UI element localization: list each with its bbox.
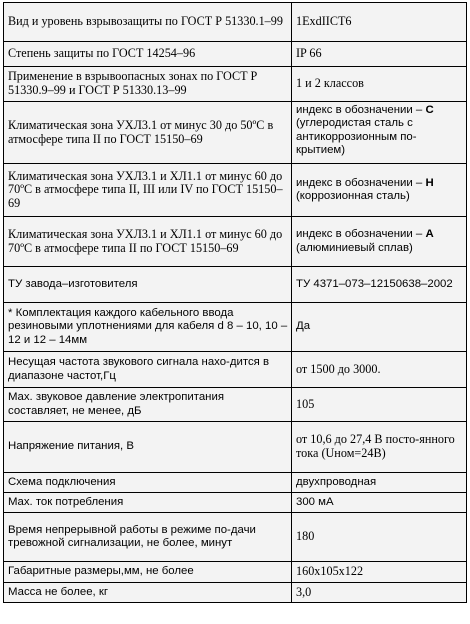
spec-sheet <box>3 2 466 603</box>
table-row <box>4 267 467 303</box>
table-row <box>4 473 467 493</box>
param-cell: Несущая частота звукового сигнала нахо-дится в диапазоне частот,Гц <box>4 352 292 388</box>
material-index: С <box>425 104 434 116</box>
value-cell: двухпроводная <box>292 473 467 493</box>
table-row <box>4 422 467 473</box>
value-cell: от 10,6 до 27,4 В посто-янного тока (Uном=24В) <box>292 422 467 473</box>
param-cell: Вид и уровень взрывозащиты по ГОСТ Р 51330.1–99 <box>4 3 292 42</box>
table-row <box>4 513 467 562</box>
value-cell: 1ExdIICT6 <box>292 3 467 42</box>
param-cell: Напряжение питания, В <box>4 422 292 473</box>
param-cell: Климатическая зона УХЛ3.1 и ХЛ1.1 от минус 60 до 70ºС в атмосфере типа II, III или IV по ГОСТ 15150–69 <box>4 164 292 217</box>
table-row <box>4 562 467 583</box>
param-cell: Схема подключения <box>4 473 292 493</box>
param-cell: Габаритные размеры,мм, не более <box>4 562 292 583</box>
table-row <box>4 583 467 603</box>
param-cell: Степень защиты по ГОСТ 14254–96 <box>4 42 292 67</box>
table-row <box>4 303 467 352</box>
value-cell: ТУ 4371–073–12150638–2002 <box>292 267 467 303</box>
value-cell: Да <box>292 303 467 352</box>
value-cell: 1 и 2 классов <box>292 67 467 102</box>
table-row <box>4 3 467 42</box>
table-row <box>4 42 467 67</box>
value-cell: 105 <box>292 388 467 422</box>
material-index: А <box>425 228 434 241</box>
param-cell: Климатическая зона УХЛ3.1 от минус 30 до 50ºС в атмосфере типа II по ГОСТ 15150–69 <box>4 102 292 164</box>
value-cell: индекс в обозначении – А (алюминиевый сплав) <box>292 217 467 267</box>
param-cell: ТУ завода–изготовителя <box>4 267 292 303</box>
material-index: Н <box>425 176 434 189</box>
value-cell: 3,0 <box>292 583 467 603</box>
value-cell: 180 <box>292 513 467 562</box>
param-cell: Климатическая зона УХЛ3.1 и ХЛ1.1 от минус 60 до 70ºС в атмосфере типа II по ГОСТ 15150–69 <box>4 217 292 267</box>
table-row <box>4 352 467 388</box>
param-cell: Max. ток потребления <box>4 493 292 513</box>
param-cell: Применение в взрывоопасных зонах по ГОСТ Р 51330.9–99 и ГОСТ Р 51330.13–99 <box>4 67 292 102</box>
value-cell: индекс в обозначении – Н (коррозионная сталь) <box>292 164 467 217</box>
table-row <box>4 67 467 102</box>
value-cell: IP 66 <box>292 42 467 67</box>
value-cell: 160х105х122 <box>292 562 467 583</box>
param-cell: * Комплектация каждого кабельного ввода резиновыми уплотнениями для кабеля d 8 – 10, 10 – 12 и 12 – 14мм <box>4 303 292 352</box>
table-row <box>4 217 467 267</box>
spec-table <box>3 2 467 603</box>
param-cell: Масса не более, кг <box>4 583 292 603</box>
param-cell: Max. звуковое давление электропитания составляет, не менее, дБ <box>4 388 292 422</box>
value-cell: 300 мА <box>292 493 467 513</box>
table-row <box>4 388 467 422</box>
param-cell: Время непрерывной работы в режиме по-дачи тревожной сигнализации, не более, минут <box>4 513 292 562</box>
value-cell: индекс в обозначении – С (углеродистая сталь с антикоррозионным по-крытием) <box>292 102 467 164</box>
table-row <box>4 164 467 217</box>
table-row <box>4 493 467 513</box>
value-cell: от 1500 до 3000. <box>292 352 467 388</box>
table-row <box>4 102 467 164</box>
